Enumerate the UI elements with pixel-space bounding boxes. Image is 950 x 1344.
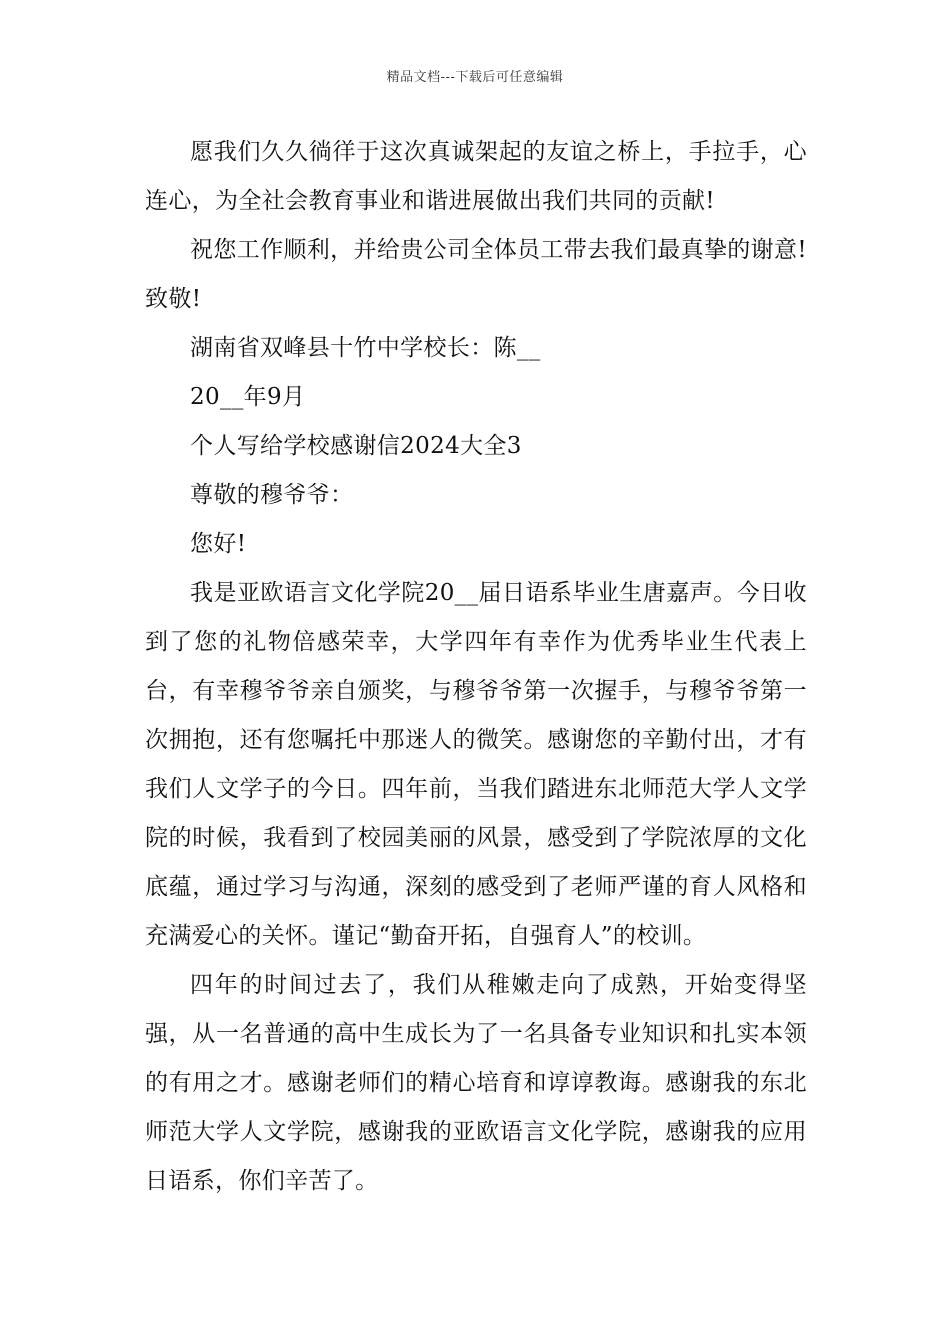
letter-hello: 您好! xyxy=(190,531,247,557)
signature-principal: 湖南省双峰县十竹中学校长：陈__ xyxy=(190,335,541,361)
signature-date: 20__年9月 xyxy=(190,384,306,410)
document-body xyxy=(145,128,807,1206)
paragraph-four-years: 四年的时间过去了，我们从稚嫩走向了成熟，开始变得坚强，从一名普通的高中生成长为了一名具备专业知识和扎实本领的有用之才。感谢老师们的精心培育和谆谆教诲。感谢我的东北师范大学人文学院，感谢我的亚欧语言文化学院，感谢我的应用日语系，你们辛苦了。 xyxy=(145,972,807,1194)
page-header: 精品文档---下载后可任意编辑 xyxy=(386,70,564,85)
section-title: 个人写给学校感谢信2024大全3 xyxy=(190,433,522,459)
paragraph-friendship-wish: 愿我们久久徜徉于这次真诚架起的友谊之桥上，手拉手，心连心，为全社会教育事业和谐进展做出我们共同的贡献! xyxy=(145,139,807,214)
letter-greeting: 尊敬的穆爷爷： xyxy=(190,482,354,508)
paragraph-introduction: 我是亚欧语言文化学院20__届日语系毕业生唐嘉声。今日收到了您的礼物倍感荣幸，大学四年有幸作为优秀毕业生代表上台，有幸穆爷爷亲自颁奖，与穆爷爷第一次握手，与穆爷爷第一次拥抱，还有您嘱托中那迷人的微笑。感谢您的辛勤付出，才有我们人文学子的今日。四年前，当我们踏进东北师范大学人文学院的时候，我看到了校园美丽的风景，感受到了学院浓厚的文化底蕴，通过学习与沟通，深刻的感受到了老师严谨的育人风格和充满爱心的关怀。谨记“勤奋开拓，自强育人”的校训。 xyxy=(145,580,807,949)
paragraph-salutation-thanks: 祝您工作顺利，并给贵公司全体员工带去我们最真挚的谢意!致敬! xyxy=(145,237,807,312)
